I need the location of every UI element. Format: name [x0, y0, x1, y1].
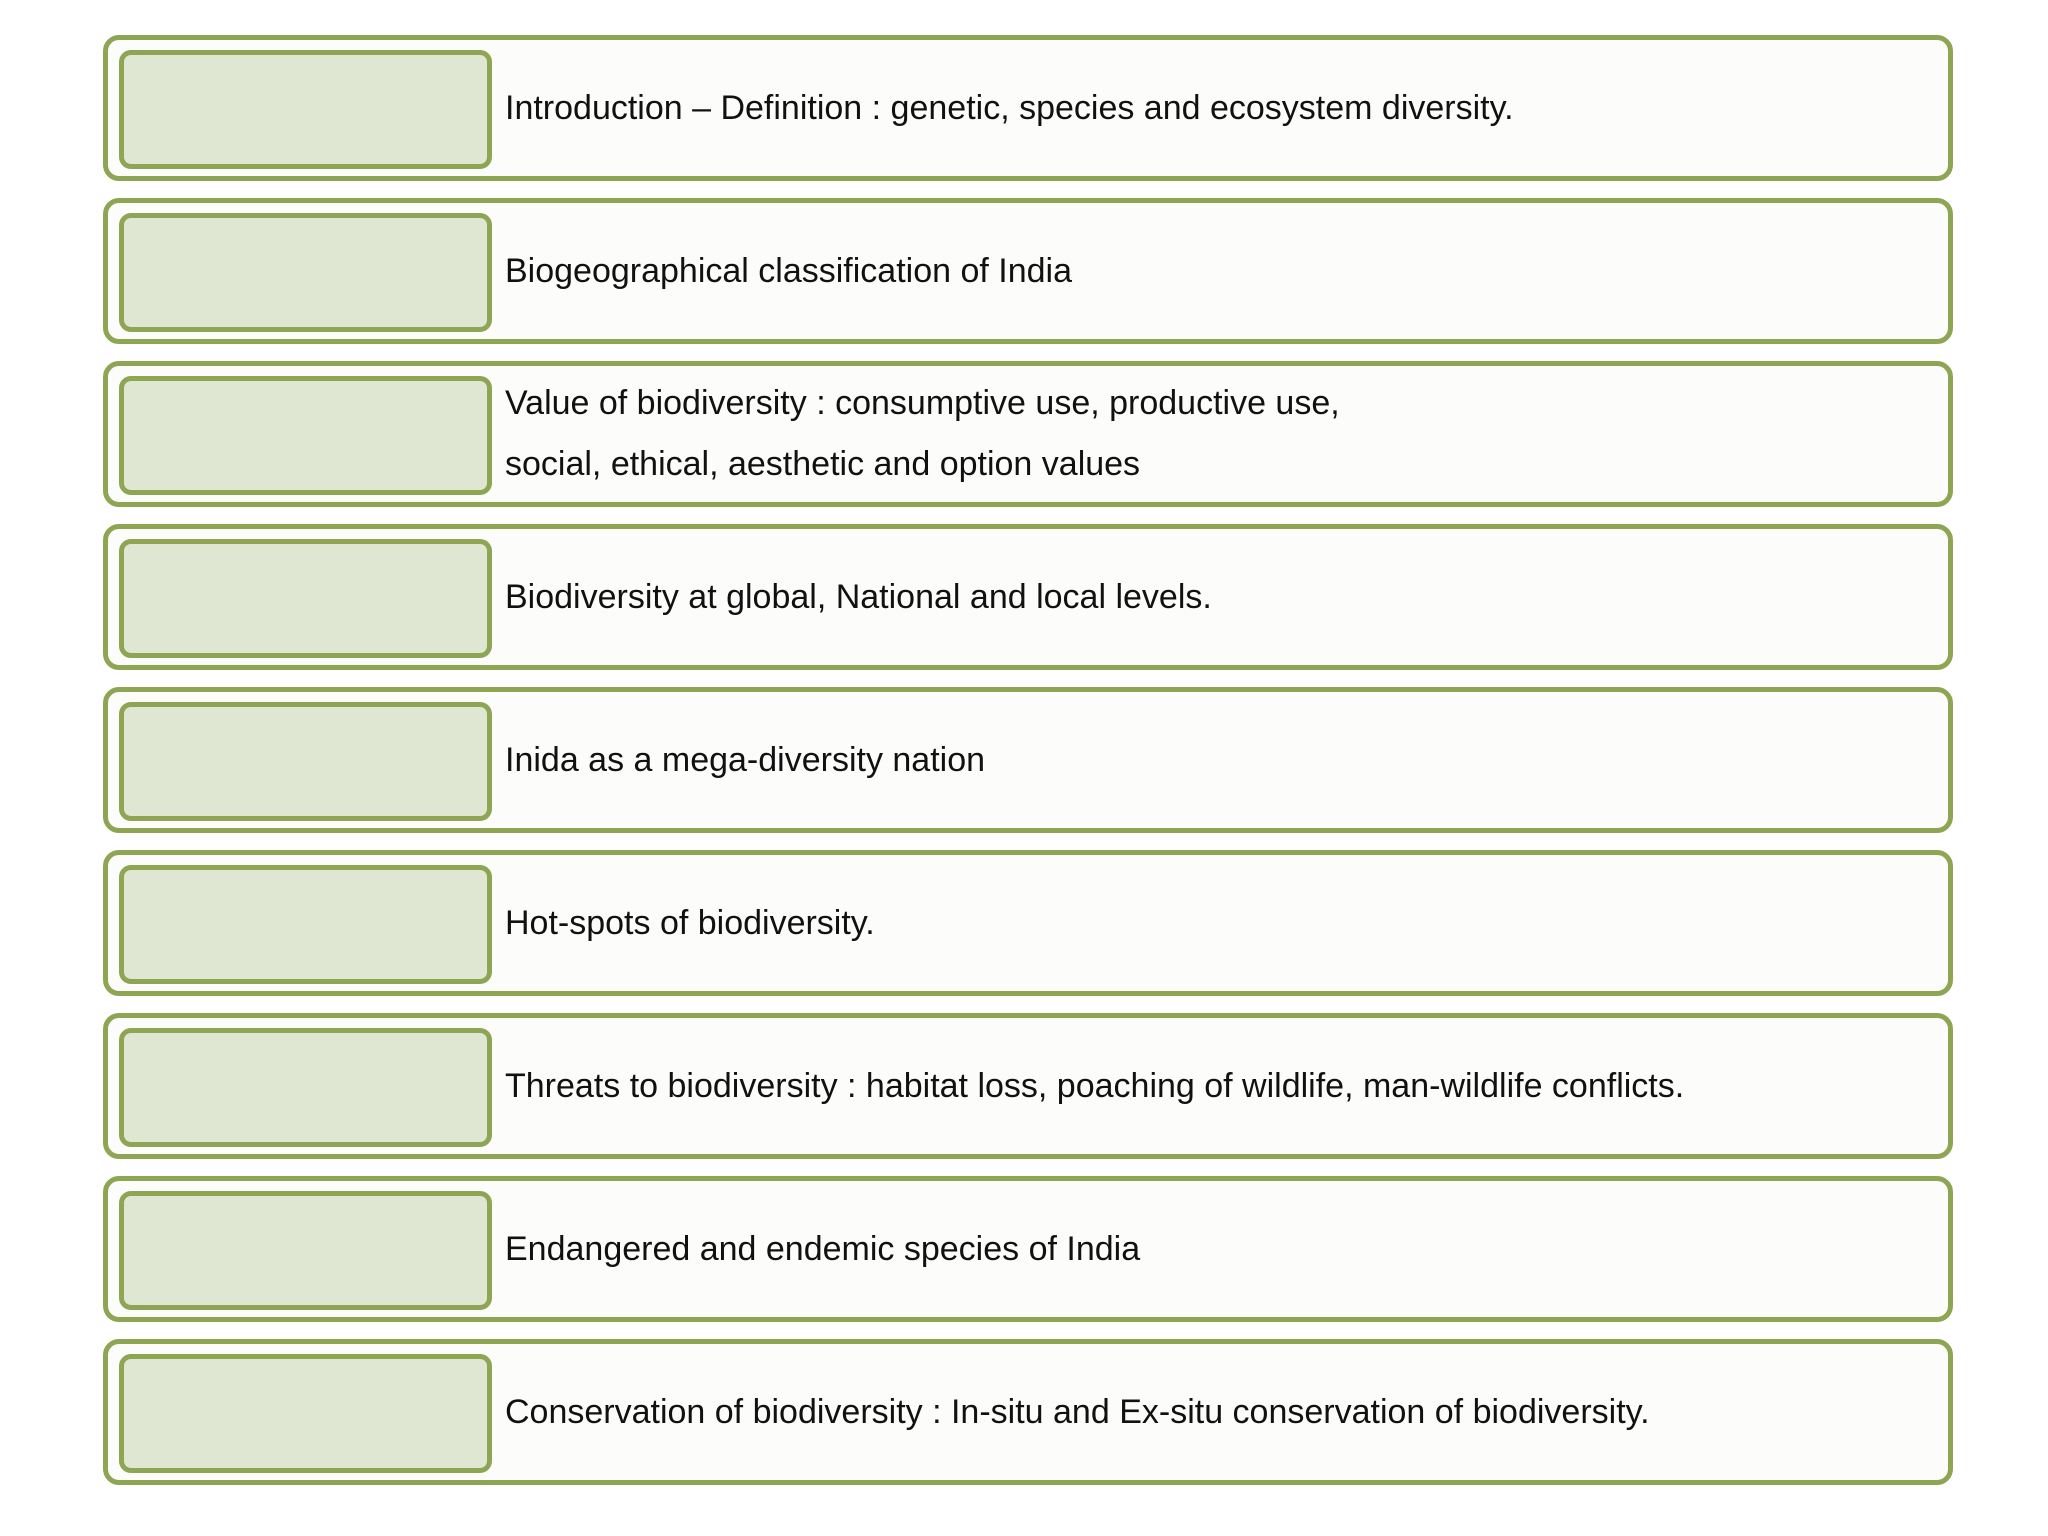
topic-tab	[119, 376, 492, 495]
topic-tab	[119, 865, 492, 984]
topic-tab	[119, 213, 492, 332]
topic-row	[103, 361, 1953, 507]
topic-label: Biogeographical classification of India	[505, 251, 1073, 290]
topic-row	[103, 1339, 1953, 1485]
topic-tab	[119, 50, 492, 169]
topic-row	[103, 1176, 1953, 1322]
topic-row	[103, 850, 1953, 996]
topic-label: Hot-spots of biodiversity.	[505, 903, 875, 942]
topic-label: Biodiversity at global, National and local levels.	[505, 577, 1212, 616]
topic-label: Inida as a mega-diversity nation	[505, 740, 986, 779]
topic-tab	[119, 1354, 492, 1473]
topic-label: Value of biodiversity : consumptive use, productive use, social, ethical, aesthetic and option values	[505, 384, 1340, 483]
topic-row	[103, 524, 1953, 670]
topic-tab	[119, 1028, 492, 1147]
topic-label: Threats to biodiversity : habitat loss, poaching of wildlife, man-wildlife conflicts.	[505, 1066, 1685, 1105]
topic-label: Introduction – Definition : genetic, species and ecosystem diversity.	[505, 88, 1514, 127]
topic-label: Conservation of biodiversity : In-situ and Ex-situ conservation of biodiversity.	[505, 1392, 1650, 1431]
topic-tab	[119, 1191, 492, 1310]
topic-tab	[119, 702, 492, 821]
topic-row	[103, 35, 1953, 181]
topic-row	[103, 1013, 1953, 1159]
topic-row	[103, 198, 1953, 344]
topic-label: Endangered and endemic species of India	[505, 1229, 1141, 1268]
topic-tab	[119, 539, 492, 658]
topic-list	[103, 35, 1953, 1490]
topic-row	[103, 687, 1953, 833]
